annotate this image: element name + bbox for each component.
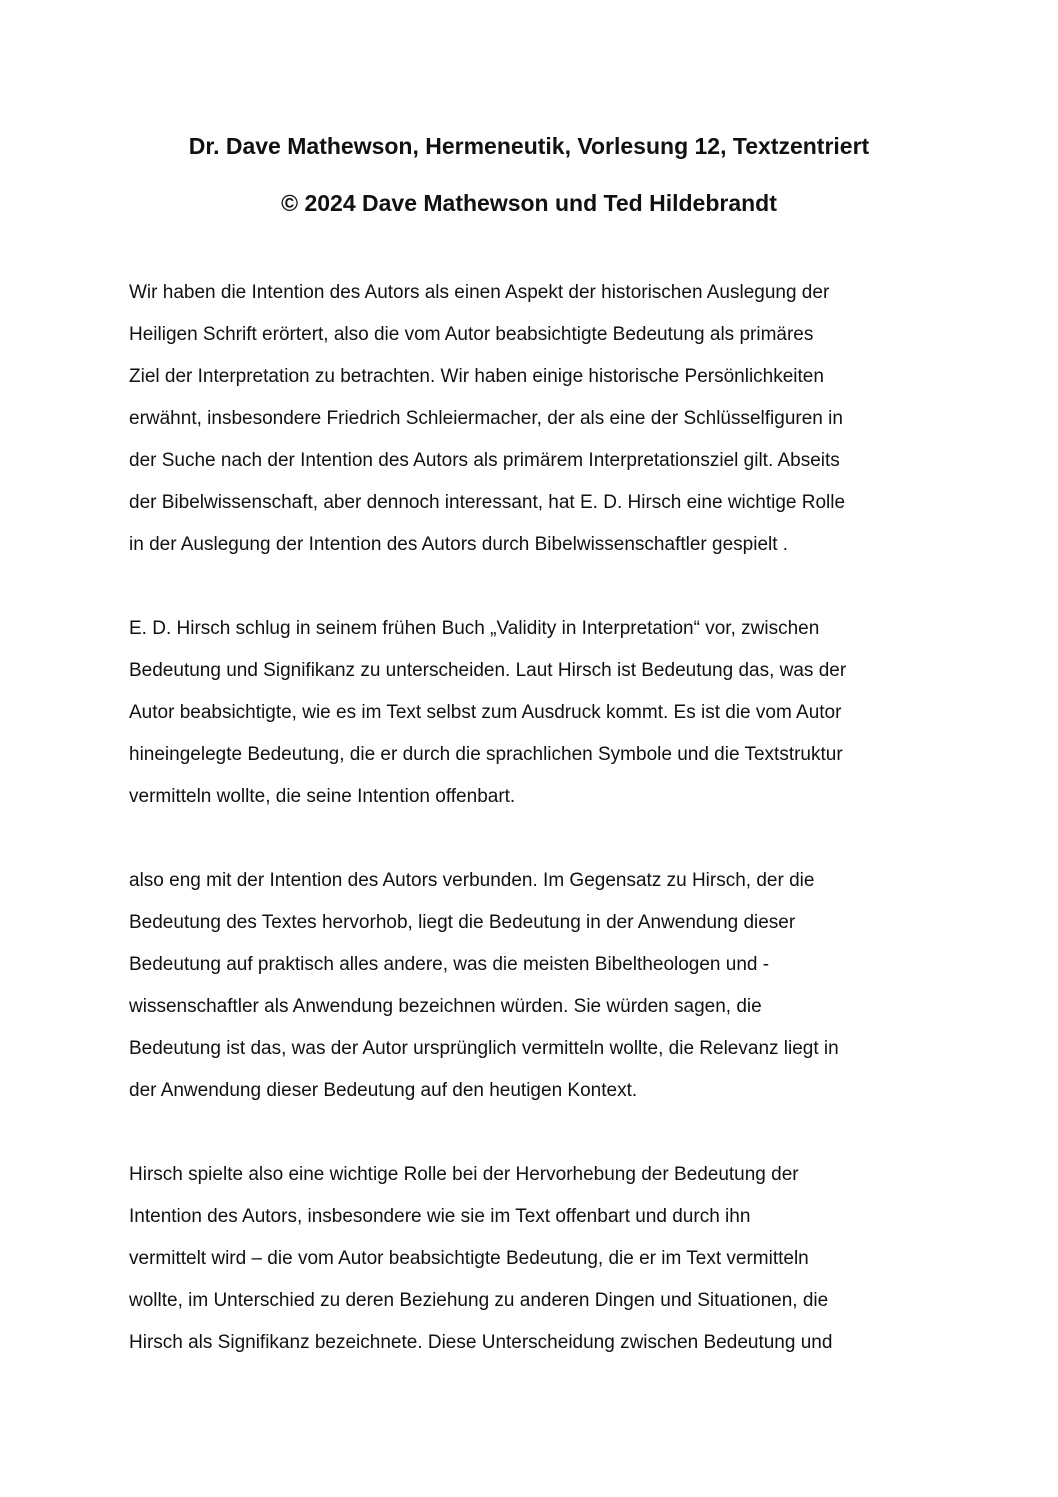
paragraph-line: Intention des Autors, insbesondere wie sie im Text offenbart und durch ihn	[129, 1206, 751, 1227]
paragraph-3	[129, 860, 839, 1112]
paragraph-line: Bedeutung des Textes hervorhob, liegt die Bedeutung in der Anwendung dieser	[129, 912, 796, 933]
paragraph-line: Hirsch spielte also eine wichtige Rolle bei der Hervorhebung der Bedeutung der	[129, 1164, 799, 1185]
document-title: Dr. Dave Mathewson, Hermeneutik, Vorlesung 12, Textzentriert	[188, 133, 870, 159]
paragraph-line: in der Auslegung der Intention des Autors durch Bibelwissenschaftler gespielt .	[129, 534, 789, 555]
paragraph-line: vermittelt wird – die vom Autor beabsichtigte Bedeutung, die er im Text vermitteln	[129, 1248, 809, 1269]
paragraph-line: Ziel der Interpretation zu betrachten. Wir haben einige historische Persönlichkeiten	[129, 366, 824, 387]
paragraph-line: wissenschaftler als Anwendung bezeichnen würden. Sie würden sagen, die	[129, 996, 762, 1017]
paragraph-line: wollte, im Unterschied zu deren Beziehung zu anderen Dingen und Situationen, die	[129, 1290, 829, 1311]
paragraph-line: Wir haben die Intention des Autors als einen Aspekt der historischen Auslegung der	[129, 282, 830, 303]
paragraph-2	[129, 608, 846, 818]
paragraph-line: vermitteln wollte, die seine Intention offenbart.	[129, 786, 516, 807]
paragraph-line: der Bibelwissenschaft, aber dennoch interessant, hat E. D. Hirsch eine wichtige Rolle	[129, 492, 846, 513]
paragraph-line: erwähnt, insbesondere Friedrich Schleiermacher, der als eine der Schlüsselfiguren in	[129, 408, 843, 429]
paragraph-line: E. D. Hirsch schlug in seinem frühen Buch „Validity in Interpretation“ vor, zwischen	[129, 618, 820, 639]
paragraph-line: Bedeutung auf praktisch alles andere, was die meisten Bibeltheologen und -	[129, 954, 770, 975]
paragraph-line: also eng mit der Intention des Autors verbunden. Im Gegensatz zu Hirsch, der die	[129, 870, 815, 891]
paragraph-line: der Anwendung dieser Bedeutung auf den heutigen Kontext.	[129, 1080, 638, 1101]
paragraph-line: der Suche nach der Intention des Autors als primärem Interpretationsziel gilt. Abseits	[129, 450, 840, 471]
paragraph-line: Autor beabsichtigte, wie es im Text selbst zum Ausdruck kommt. Es ist die vom Autor	[129, 702, 842, 723]
copyright-line: © 2024 Dave Mathewson und Ted Hildebrandt	[281, 190, 777, 216]
paragraph-line: Heiligen Schrift erörtert, also die vom Autor beabsichtigte Bedeutung als primäres	[129, 324, 814, 345]
paragraph-line: Bedeutung ist das, was der Autor ursprünglich vermitteln wollte, die Relevanz liegt in	[129, 1038, 839, 1059]
paragraph-4	[129, 1154, 832, 1364]
paragraph-1	[129, 272, 845, 566]
paragraph-line: hineingelegte Bedeutung, die er durch die sprachlichen Symbole und die Textstruktur	[129, 744, 843, 765]
paragraph-line: Bedeutung und Signifikanz zu unterscheiden. Laut Hirsch ist Bedeutung das, was der	[129, 660, 847, 681]
paragraph-line: Hirsch als Signifikanz bezeichnete. Diese Unterscheidung zwischen Bedeutung und	[129, 1332, 833, 1353]
